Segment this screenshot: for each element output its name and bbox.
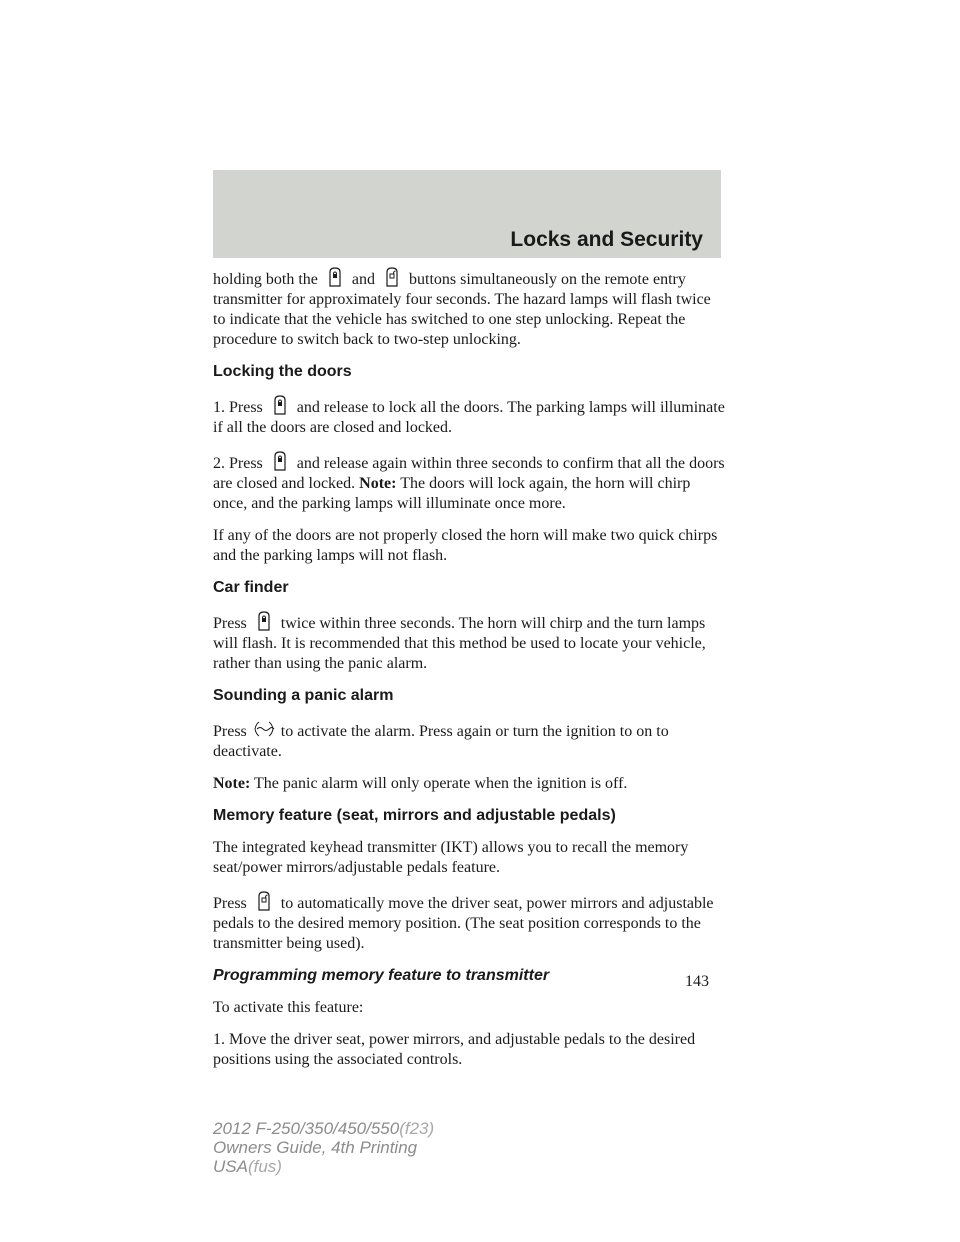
locking-paragraph: If any of the doors are not properly closed the horn will make two quick chirps and the parking lamps will not flash. (213, 527, 718, 564)
programming-paragraph-1: To activate this feature: (213, 999, 364, 1016)
memory-paragraph-2 (213, 890, 725, 954)
footer-market: USA (213, 1157, 248, 1176)
page-content (213, 266, 725, 1082)
text-span: to automatically move the driver seat, power mirrors and adjustable pedals to the desired memory position. (The seat position corresponds to the transmitter being used). (213, 895, 714, 952)
text-span: The doors will lock again, the horn will chirp once, and the parking lamps will illuminate once more. (213, 475, 691, 512)
heading-locking-doors: Locking the doors (213, 363, 352, 380)
panic-alarm-icon (253, 718, 275, 740)
lock-icon (269, 450, 291, 472)
text-span: 2. Press (213, 455, 263, 472)
text-span: twice within three seconds. The horn will chirp and the turn lamps will flash. It is recommended that this method be used to locate your vehicle, rather than using the panic alarm. (213, 615, 706, 672)
memory-paragraph-1: The integrated keyhead transmitter (IKT) allows you to recall the memory seat/power mirrors/adjustable pedals feature. (213, 839, 689, 876)
footer-line-1 (213, 1119, 434, 1138)
text-span: The panic alarm will only operate when the ignition is off. (254, 775, 628, 792)
heading-panic-alarm: Sounding a panic alarm (213, 687, 394, 704)
section-header-band (213, 170, 721, 258)
footer-market-code: (fus) (247, 1157, 282, 1176)
text-span: to activate the alarm. Press again or turn the ignition to on to deactivate. (213, 723, 669, 760)
lock-icon (253, 610, 275, 632)
page-number: 143 (685, 973, 709, 990)
unlock-icon (381, 266, 403, 288)
text-span: and release to lock all the doors. The parking lamps will illuminate if all the doors are closed and locked. (213, 399, 725, 436)
text-span: 1. Press (213, 399, 263, 416)
heading-memory-feature: Memory feature (seat, mirrors and adjustable pedals) (213, 807, 616, 824)
text-span: and (351, 271, 375, 288)
footer-model: 2012 F-250/350/450/550 (213, 1119, 400, 1138)
programming-step-1: 1. Move the driver seat, power mirrors, and adjustable pedals to the desired positions using the associated controls. (213, 1031, 696, 1068)
text-span: buttons simultaneously on the remote entry transmitter for approximately four seconds. The hazard lamps will flash twice to indicate that the vehicle has switched to one step unlocking. Repeat the procedure to switch back to two-step unlocking. (213, 271, 711, 348)
text-span: and release again within three seconds to confirm that all the doors are closed and locked. (213, 455, 725, 492)
locking-step-1 (213, 394, 725, 438)
panic-paragraph (213, 718, 725, 762)
text-span: Press (213, 895, 247, 912)
note-label: Note: (213, 775, 251, 792)
lock-icon (324, 266, 346, 288)
unlock-icon (253, 890, 275, 912)
heading-car-finder: Car finder (213, 579, 289, 596)
locking-step-2 (213, 450, 725, 514)
footer-line-3 (213, 1157, 434, 1176)
car-finder-paragraph (213, 610, 725, 674)
section-title: Locks and Security (510, 228, 703, 251)
note-label: Note: (359, 475, 397, 492)
heading-programming-memory: Programming memory feature to transmitter (213, 967, 550, 984)
text-span: Press (213, 615, 247, 632)
lock-icon (269, 394, 291, 416)
footer-line-2: Owners Guide, 4th Printing (213, 1138, 418, 1157)
footer (213, 1119, 434, 1176)
intro-paragraph (213, 266, 725, 350)
footer-model-code: (f23) (399, 1119, 435, 1138)
text-span: holding both the (213, 271, 318, 288)
panic-note (213, 774, 725, 794)
text-span: Press (213, 723, 247, 740)
